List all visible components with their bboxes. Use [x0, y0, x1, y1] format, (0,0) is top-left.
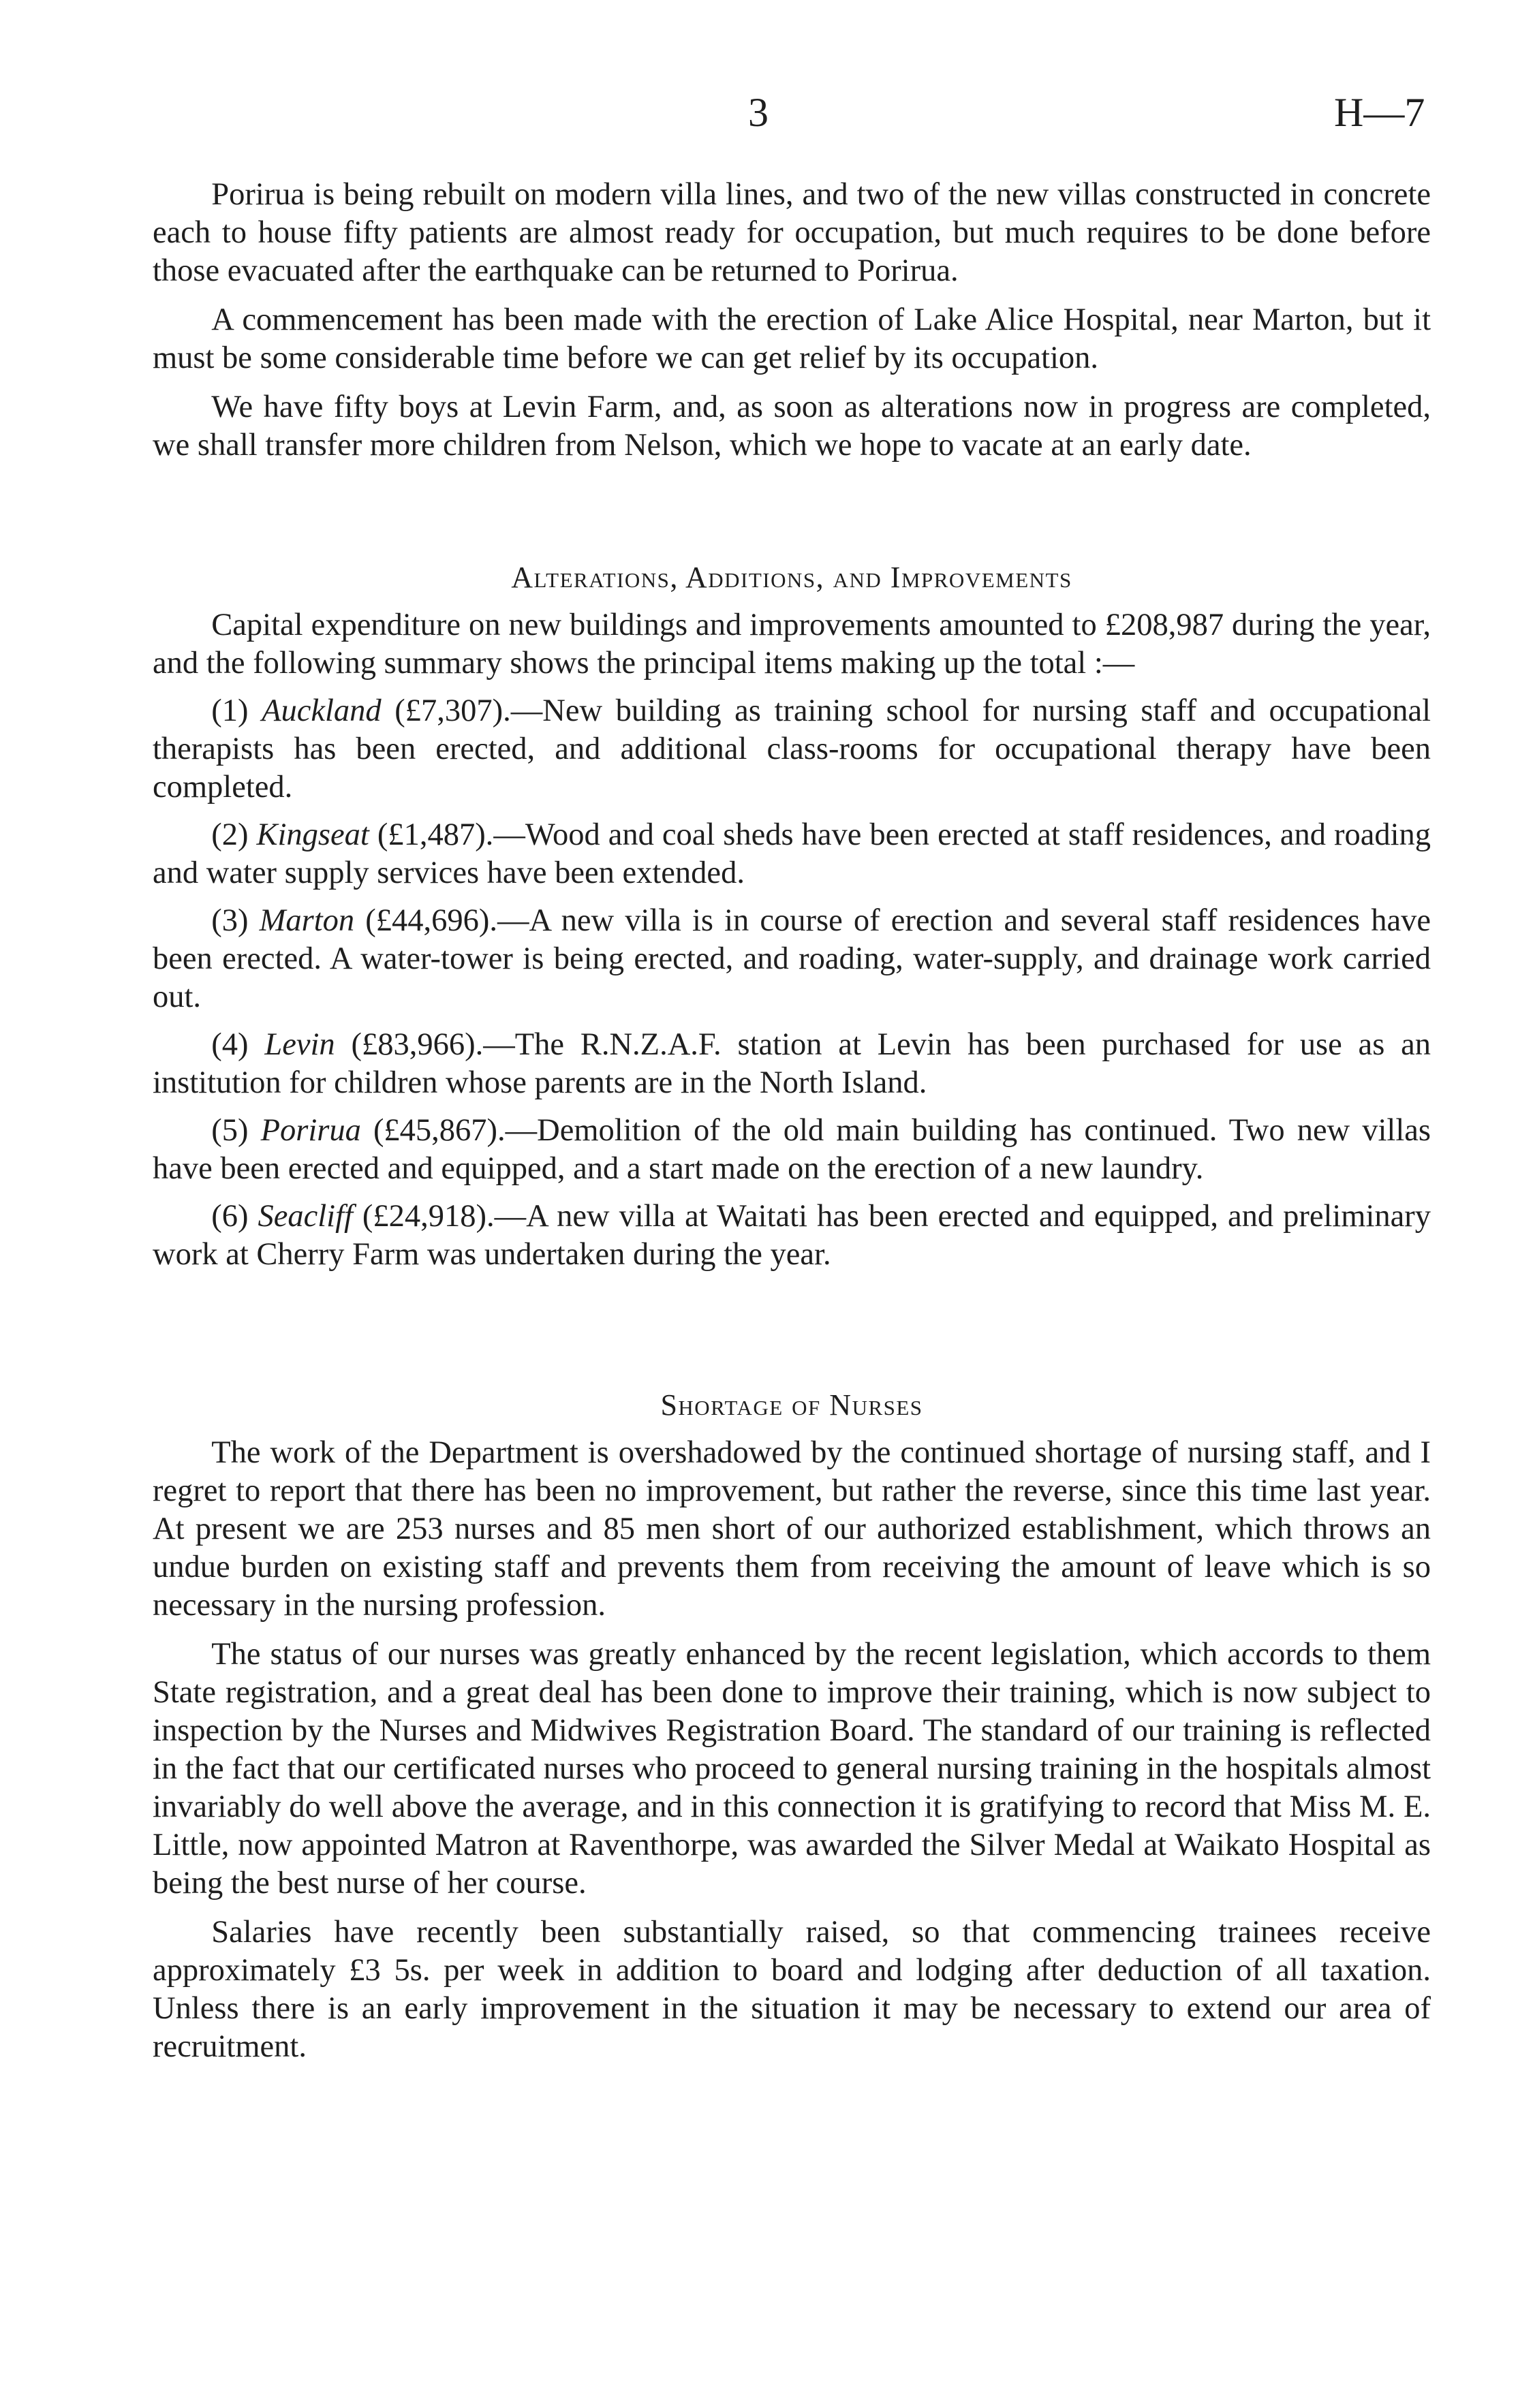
- shortage-paragraph: Salaries have recently been substantially raised, so that commencing trainees receive approximately £3 5s. per week in addition to board and lodging after deduction of all taxation. Unless there is an early improvement in the situation it may be necessary to extend our area of recruitment.: [153, 1915, 1431, 2064]
- section-heading-shortage: Shortage of Nurses: [660, 1388, 923, 1422]
- item-number: (4): [211, 1027, 249, 1062]
- intro-paragraph-lake-alice: A commencement has been made with the erection of Lake Alice Hospital, near Marton, but it must be some considerable time before we can get relief by its occupation.: [153, 302, 1431, 375]
- item-amount: (£7,307).: [394, 693, 511, 728]
- alteration-item: [153, 1112, 1431, 1188]
- item-place: Levin: [264, 1027, 335, 1062]
- item-text: —Demolition of the old main building has continued. Two new villas have been erected and equipped, and a start made on the erection of a new laundry.: [153, 1113, 1431, 1186]
- item-amount: (£83,966).: [351, 1027, 484, 1062]
- item-number: (1): [211, 693, 249, 728]
- page-body: [153, 176, 1431, 2077]
- alterations-intro: Capital expenditure on new buildings and improvements amounted to £208,987 during the year, and the following summary shows the principal items making up the total :—: [153, 608, 1431, 681]
- item-number: (2): [211, 817, 249, 852]
- alteration-item: [153, 692, 1431, 807]
- item-place: Kingseat: [256, 817, 369, 852]
- item-text: —The R.N.Z.A.F. station at Levin has been purchased for use as an institution for children whose parents are in the North Island.: [153, 1027, 1431, 1100]
- item-place: Porirua: [260, 1113, 361, 1148]
- intro-paragraph-porirua: Porirua is being rebuilt on modern villa lines, and two of the new villas constructed in concrete each to house fifty patients are almost ready for occupation, but much requires to be done before those evacuated after the earthquake can be returned to Porirua.: [153, 177, 1431, 288]
- item-place: Seacliff: [258, 1199, 353, 1234]
- item-text: —New building as training school for nursing staff and occupational therapists has been erected, and additional class-rooms for occupational therapy have been completed.: [153, 693, 1431, 804]
- alteration-item: [153, 902, 1431, 1016]
- intro-paragraph-levin-farm: We have fifty boys at Levin Farm, and, as soon as alterations now in progress are completed, we shall transfer more children from Nelson, which we hope to vacate at an early date.: [153, 390, 1431, 463]
- shortage-paragraph: The work of the Department is overshadowed by the continued shortage of nursing staff, and I regret to report that there has been no improvement, but rather the reverse, since this time last year. At present we are 253 nurses and 85 men short of our authorized establishment, which throws an undue burden on existing staff and prevents them from receiving the amount of leave which is so necessary in the nursing profession.: [153, 1435, 1431, 1623]
- item-amount: (£24,918).: [362, 1199, 495, 1234]
- alteration-item: [153, 1026, 1431, 1102]
- item-text: —A new villa is in course of erection and several staff residences have been erected. A water-tower is being erected, and roading, water-supply, and drainage work carried out.: [153, 903, 1431, 1014]
- alteration-item: [153, 1198, 1431, 1274]
- item-text: —Wood and coal sheds have been erected at staff residences, and roading and water supply services have been extended.: [153, 817, 1431, 890]
- item-amount: (£45,867).: [373, 1113, 506, 1148]
- item-number: (6): [211, 1199, 249, 1234]
- item-number: (5): [211, 1113, 249, 1148]
- item-amount: (£44,696).: [365, 903, 497, 938]
- item-place: Marton: [259, 903, 355, 938]
- page-number: 3: [748, 90, 769, 135]
- item-place: Auckland: [262, 693, 382, 728]
- item-text: —A new villa at Waitati has been erected and equipped, and preliminary work at Cherry Farm was undertaken during the year.: [153, 1199, 1431, 1272]
- shortage-paragraph: The status of our nurses was greatly enhanced by the recent legislation, which accords to them State registration, and a great deal has been done to improve their training, which is now subject to inspection by the Nurses and Midwives Registration Board. The standard of our training is reflected in the fact that our certificated nurses who proceed to general nursing training in the hospitals almost invariably do well above the average, and in this connection it is gratifying to record that Miss M. E. Little, now appointed Matron at Raventhorpe, was awarded the Silver Medal at Waikato Hospital as being the best nurse of her course.: [153, 1637, 1431, 1901]
- item-number: (3): [211, 903, 249, 938]
- section-heading-alterations: Alterations, Additions, and Improvements: [511, 561, 1072, 594]
- item-amount: (£1,487).: [377, 817, 494, 852]
- alteration-item: [153, 816, 1431, 892]
- document-reference: H—7: [1334, 90, 1425, 135]
